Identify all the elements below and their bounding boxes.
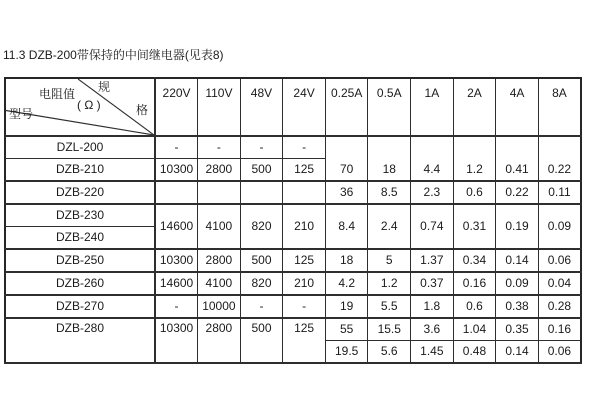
value-cell: 210	[283, 272, 326, 295]
model-cell-dzb-240: DZB-240	[5, 227, 155, 250]
value-cell: 0.22	[496, 181, 539, 204]
value-cell: 210	[283, 204, 326, 249]
value-cell: 0.04	[538, 272, 581, 295]
row-dzb-270	[5, 295, 581, 318]
value-cell: 820	[240, 204, 283, 249]
value-cell: 0.22	[538, 136, 581, 181]
col-header-24v: 24V	[283, 78, 326, 136]
spec-label-part-1: 规	[98, 80, 111, 94]
value-cell: -	[283, 136, 326, 159]
value-cell: 0.16	[538, 318, 581, 341]
value-cell: 0.41	[496, 136, 539, 181]
col-header-220v: 220V	[155, 78, 198, 136]
value-cell: 14600	[155, 204, 198, 249]
value-cell: 0.31	[453, 204, 496, 249]
value-cell: 0.14	[496, 249, 539, 272]
value-cell: 55	[325, 318, 368, 341]
value-cell: 0.35	[496, 318, 539, 341]
value-cell: 36	[325, 181, 368, 204]
value-cell: 2800	[198, 318, 241, 363]
model-cell-dzb-210: DZB-210	[5, 159, 155, 182]
value-cell: 0.6	[453, 181, 496, 204]
col-header-025a: 0.25A	[325, 78, 368, 136]
col-header-110v: 110V	[198, 78, 241, 136]
value-cell	[198, 181, 241, 204]
model-cell-dzb-230: DZB-230	[5, 204, 155, 227]
model-cell-dzl-200: DZL-200	[5, 136, 155, 159]
value-cell: 0.74	[411, 204, 454, 249]
value-cell: 8.4	[325, 204, 368, 249]
value-cell: 0.38	[496, 295, 539, 318]
value-cell: 4100	[198, 204, 241, 249]
value-cell: 4.4	[411, 136, 454, 181]
value-cell	[283, 181, 326, 204]
value-cell: 0.14	[496, 341, 539, 364]
value-cell: 0.09	[496, 272, 539, 295]
model-cell-dzb-220: DZB-220	[5, 181, 155, 204]
value-cell	[240, 181, 283, 204]
value-cell: -	[155, 136, 198, 159]
value-cell: 18	[368, 136, 411, 181]
section-title: 11.3 DZB-200带保持的中间继电器(见表8)	[3, 48, 224, 62]
value-cell: 500	[240, 249, 283, 272]
relay-spec-table	[4, 77, 582, 364]
value-cell: 2800	[198, 159, 241, 182]
value-cell: 1.8	[411, 295, 454, 318]
value-cell: 4100	[198, 272, 241, 295]
value-cell: 10000	[198, 295, 241, 318]
row-dzl-200	[5, 136, 581, 159]
value-cell: 0.06	[538, 341, 581, 364]
value-cell: 125	[283, 318, 326, 363]
value-cell: 3.6	[411, 318, 454, 341]
value-cell: 500	[240, 159, 283, 182]
header-row	[5, 78, 581, 136]
value-cell: -	[283, 295, 326, 318]
value-cell: -	[240, 295, 283, 318]
value-cell: 5	[368, 249, 411, 272]
value-cell: 1.2	[368, 272, 411, 295]
model-cell-dzb-280: DZB-280	[5, 318, 155, 363]
value-cell: 500	[240, 318, 283, 363]
value-cell: 0.16	[453, 272, 496, 295]
value-cell: 1.45	[411, 341, 454, 364]
value-cell: 0.48	[453, 341, 496, 364]
row-dzb-220	[5, 181, 581, 204]
value-cell: 0.34	[453, 249, 496, 272]
value-cell: 1.37	[411, 249, 454, 272]
value-cell: 18	[325, 249, 368, 272]
value-cell: 10300	[155, 318, 198, 363]
value-cell: 14600	[155, 272, 198, 295]
value-cell: 0.11	[538, 181, 581, 204]
row-dzb-250	[5, 249, 581, 272]
value-cell	[155, 181, 198, 204]
value-cell: 10300	[155, 249, 198, 272]
value-cell: 70	[325, 136, 368, 181]
model-cell-dzb-260: DZB-260	[5, 272, 155, 295]
col-header-48v: 48V	[240, 78, 283, 136]
col-header-2a: 2A	[453, 78, 496, 136]
row-dzb-230	[5, 204, 581, 227]
value-cell: 0.06	[538, 249, 581, 272]
resistance-unit-label: ( Ω )	[77, 98, 101, 112]
value-cell: 1.2	[453, 136, 496, 181]
spec-label-part-2: 格	[136, 103, 149, 117]
value-cell: 2.3	[411, 181, 454, 204]
value-cell: 0.6	[453, 295, 496, 318]
value-cell: 10300	[155, 159, 198, 182]
value-cell: 125	[283, 159, 326, 182]
col-header-8a: 8A	[538, 78, 581, 136]
col-header-05a: 0.5A	[368, 78, 411, 136]
value-cell: -	[155, 295, 198, 318]
row-dzb-260	[5, 272, 581, 295]
value-cell: 8.5	[368, 181, 411, 204]
value-cell: 4.2	[325, 272, 368, 295]
model-cell-dzb-270: DZB-270	[5, 295, 155, 318]
corner-header-cell	[5, 78, 155, 136]
value-cell: 5.5	[368, 295, 411, 318]
col-header-4a: 4A	[496, 78, 539, 136]
model-label: 型号	[9, 107, 34, 121]
value-cell: 1.04	[453, 318, 496, 341]
value-cell: 2800	[198, 249, 241, 272]
col-header-1a: 1A	[411, 78, 454, 136]
value-cell: 0.09	[538, 204, 581, 249]
value-cell: 0.37	[411, 272, 454, 295]
row-dzb-280	[5, 318, 581, 341]
value-cell: 19.5	[325, 341, 368, 364]
model-cell-dzb-250: DZB-250	[5, 249, 155, 272]
value-cell: 2.4	[368, 204, 411, 249]
value-cell: 19	[325, 295, 368, 318]
value-cell: 0.19	[496, 204, 539, 249]
value-cell: 820	[240, 272, 283, 295]
value-cell: -	[240, 136, 283, 159]
value-cell: 5.6	[368, 341, 411, 364]
value-cell: 0.28	[538, 295, 581, 318]
resistance-label: 电阻值	[39, 87, 76, 101]
value-cell: 125	[283, 249, 326, 272]
value-cell: 15.5	[368, 318, 411, 341]
value-cell: -	[198, 136, 241, 159]
